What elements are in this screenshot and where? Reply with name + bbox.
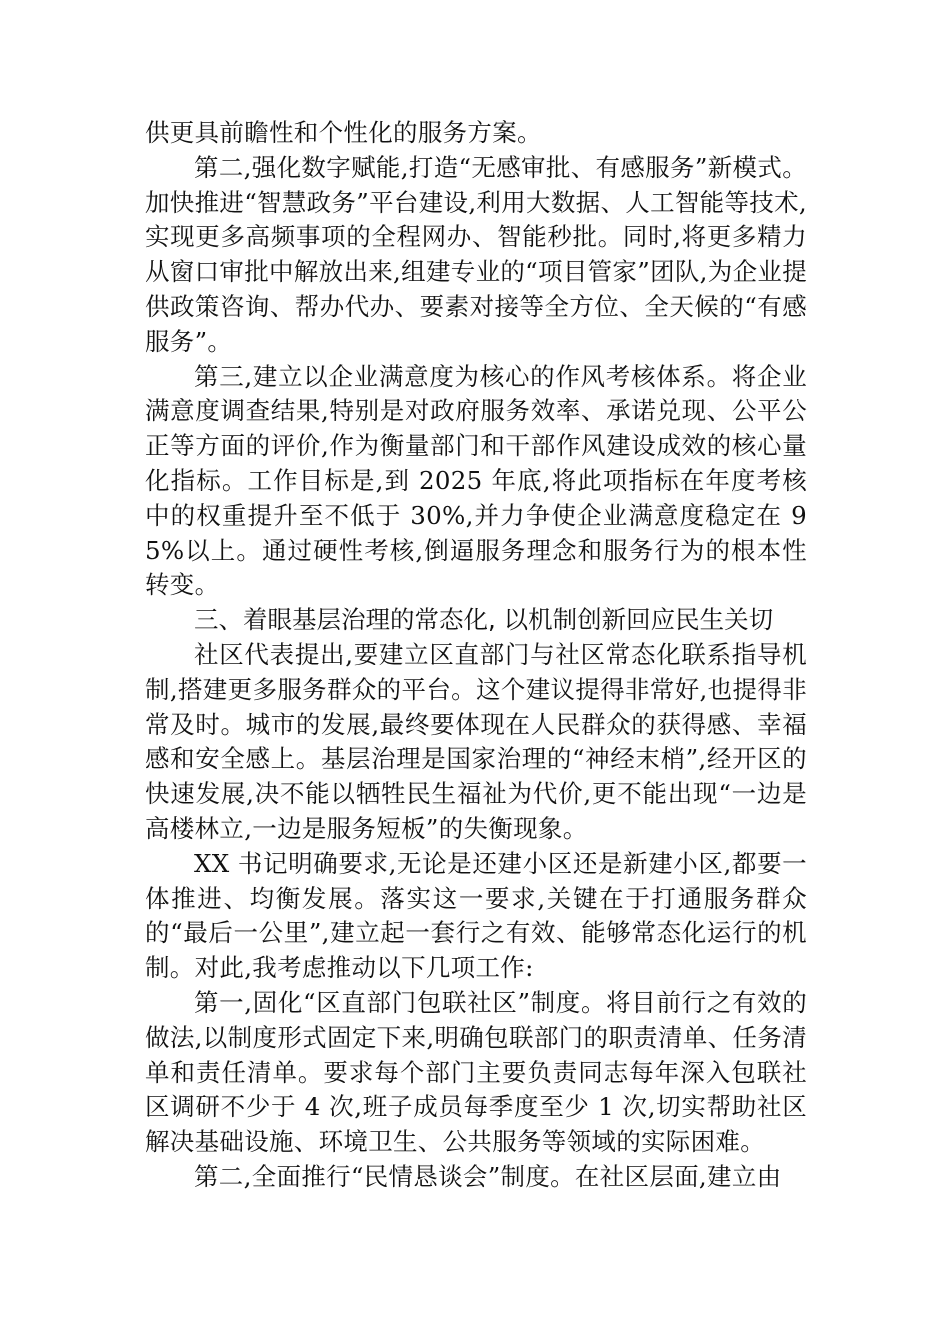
paragraph-community-liaison: 社区代表提出,要建立区直部门与社区常态化联系指导机制,搭建更多服务群众的平台。这个建议提得非常好,也提得非常及时。城市的发展,最终要体现在人民群众的获得感、幸福感和安全感上。基层治理是国家治理的“神经末梢”,经开区的快速发展,决不能以牺牲民生福祉为代价,更不能出现“一边是高楼林立,一边是服务短板”的失衡现象。	[145, 639, 807, 843]
paragraph-public-dialogue-system: 第二,全面推行“民情恳谈会”制度。在社区层面,建立由	[194, 1161, 782, 1191]
paragraph-department-liaison-system: 第一,固化“区直部门包联社区”制度。将目前行之有效的做法,以制度形式固定下来,明确包联部门的职责清单、任务清单和责任清单。要求每个部门主要负责同志每年深入包联社区调研不少于 4 次,班子成员每季度至少 1 次,切实帮助社区解决基础设施、环境卫生、公共服务等领域的实际困难。	[145, 987, 807, 1157]
paragraph-digital-empowerment: 第二,强化数字赋能,打造“无感审批、有感服务”新模式。加快推进“智慧政务”平台建设,利用大数据、人工智能等技术,实现更多高频事项的全程网办、智能秒批。同时,将更多精力从窗口审批中解放出来,组建专业的“项目管家”团队,为企业提供政策咨询、帮办代办、要素对接等全方位、全天候的“有感服务”。	[145, 152, 807, 356]
paragraph-secretary-requirement: XX 书记明确要求,无论是还建小区还是新建小区,都要一体推进、均衡发展。落实这一要求,关键在于打通服务群众的“最后一公里”,建立起一套行之有效、能够常态化运行的机制。对此,我考虑推动以下几项工作:	[145, 848, 807, 983]
paragraph-continuation: 供更具前瞻性和个性化的服务方案。	[145, 118, 542, 147]
document-body	[145, 116, 807, 1195]
section-heading-grassroots-governance: 三、着眼基层治理的常态化, 以机制创新回应民生关切	[194, 605, 774, 635]
paragraph-satisfaction-assessment: 第三,建立以企业满意度为核心的作风考核体系。将企业满意度调查结果,特别是对政府服务效率、承诺兑现、公平公正等方面的评价,作为衡量部门和干部作风建设成效的核心量化指标。工作目标是,到 2025 年底,将此项指标在年度考核中的权重提升至不低于 30%,并力争使企业满意度稳定在 95%以上。通过硬性考核,倒逼服务理念和服务行为的根本性转变。	[145, 361, 807, 600]
